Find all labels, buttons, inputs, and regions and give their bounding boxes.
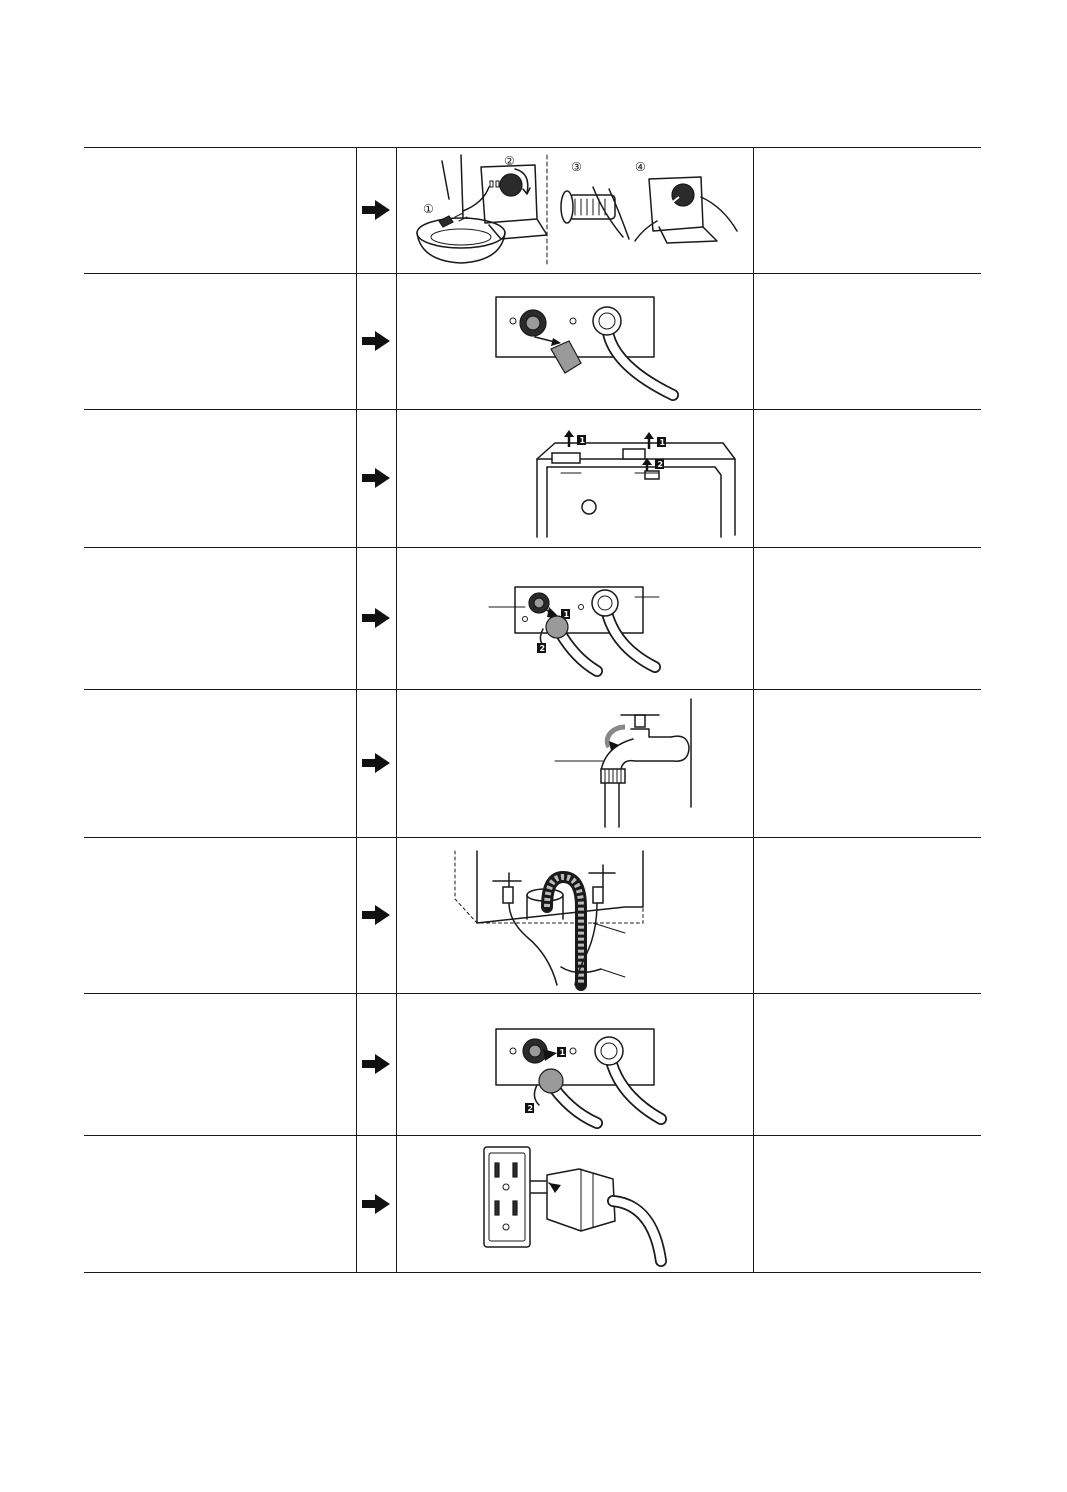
step-text <box>84 273 356 409</box>
result-text <box>754 273 981 409</box>
table-rule <box>84 1272 981 1273</box>
result-text <box>754 409 981 547</box>
step-number-4: ④ <box>635 160 646 174</box>
step-number-3: ③ <box>571 160 582 174</box>
table-row <box>84 547 981 689</box>
badge-2: 2 <box>539 644 546 653</box>
result-text <box>754 147 981 273</box>
result-text <box>754 993 981 1135</box>
table-row <box>84 147 981 273</box>
result-text <box>754 1135 981 1272</box>
result-text <box>754 689 981 837</box>
arrow-right-icon <box>356 689 396 837</box>
cold-water-hose-connect-icon <box>397 993 753 1135</box>
step-text <box>84 837 356 993</box>
arrow-right-icon <box>356 547 396 689</box>
badge-1: 1 <box>563 610 570 619</box>
instruction-table <box>84 147 981 1273</box>
step-number-1: ① <box>423 202 434 216</box>
step-text <box>84 689 356 837</box>
table-row <box>84 409 981 547</box>
power-plug-outlet-icon <box>397 1135 753 1272</box>
result-text <box>754 547 981 689</box>
arrow-right-icon <box>356 273 396 409</box>
drain-hose-standpipe-icon <box>397 837 753 993</box>
step-number-2: ② <box>504 154 515 168</box>
arrow-right-icon <box>356 147 396 273</box>
badge-1: 1 <box>659 438 666 447</box>
step-text <box>84 409 356 547</box>
step-text <box>84 147 356 273</box>
step-text <box>84 1135 356 1272</box>
table-row <box>84 273 981 409</box>
arrow-right-icon <box>356 1135 396 1272</box>
faucet-hose-connect-icon <box>397 689 753 837</box>
table-row <box>84 993 981 1135</box>
step-text <box>84 547 356 689</box>
arrow-right-icon <box>356 837 396 993</box>
hot-water-hose-connect-icon <box>397 547 753 689</box>
arrow-right-icon <box>356 993 396 1135</box>
badge-2: 2 <box>657 460 664 469</box>
drain-filter-cleaning-icon <box>397 147 753 273</box>
arrow-right-icon <box>356 409 396 547</box>
top-cover-brackets-icon <box>397 409 753 547</box>
badge-1: 1 <box>559 1048 566 1057</box>
result-text <box>754 837 981 993</box>
badge-1: 1 <box>579 436 586 445</box>
water-inlet-cap-removal-icon <box>397 273 753 409</box>
step-text <box>84 993 356 1135</box>
badge-2: 2 <box>527 1104 534 1113</box>
table-row <box>84 1135 981 1272</box>
table-row <box>84 837 981 993</box>
table-row <box>84 689 981 837</box>
